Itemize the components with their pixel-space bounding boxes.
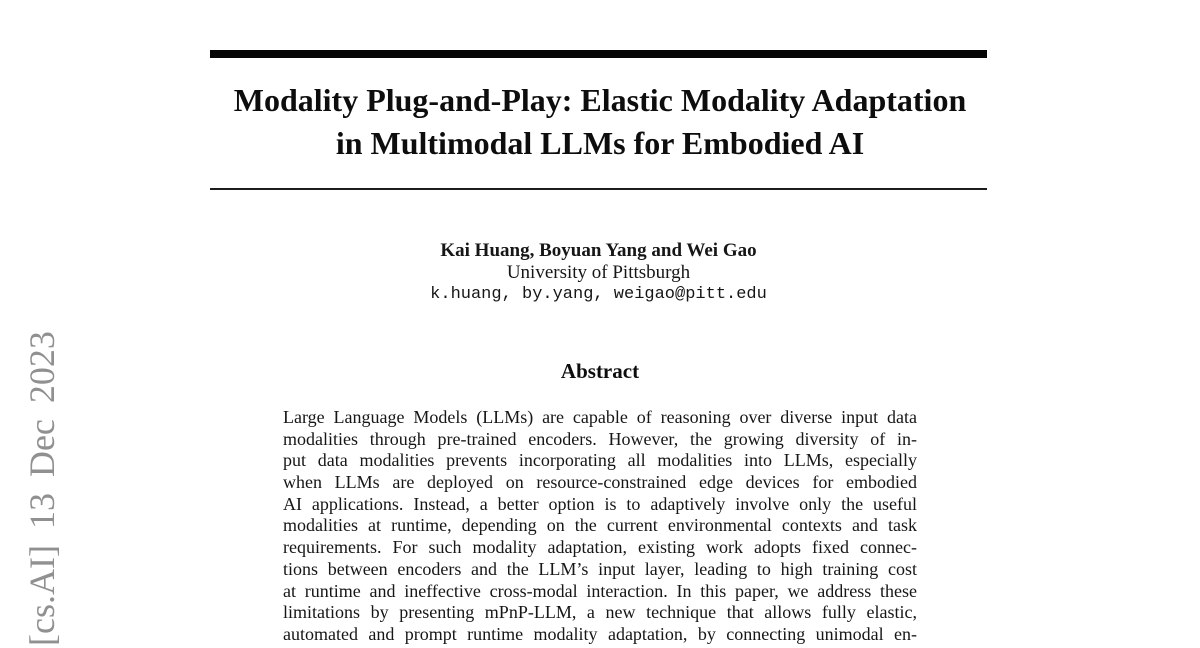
abstract-line: automated and prompt runtime modality adaptation, by connecting unimodal en- <box>283 623 917 644</box>
abstract-line: modalities at runtime, depending on the current environmental contexts and task <box>283 515 917 536</box>
abstract-heading: Abstract <box>560 359 640 383</box>
abstract-line: modalities through pre-trained encoders. However, the growing diversity of in- <box>283 428 917 449</box>
author-email: k.huang, by.yang, weigao@pitt.edu <box>430 285 767 304</box>
abstract-line: tions between encoders and the LLM’s input layer, leading to high training cost <box>283 558 917 579</box>
abstract-line: limitations by presenting mPnP-LLM, a new technique that allows fully elastic, <box>283 602 917 623</box>
paper-title <box>205 79 995 165</box>
abstract-line: Large Language Models (LLMs) are capable of reasoning over diverse input data <box>283 407 917 427</box>
paper-title-line-2: in Multimodal LLMs for Embodied AI <box>335 125 865 161</box>
abstract-line: when LLMs are deployed on resource-constrained edge devices for embodied <box>283 472 917 493</box>
author-block <box>210 240 987 306</box>
abstract-line: AI applications. Instead, a better option is to adaptively involve only the useful <box>283 493 917 514</box>
abstract-line: requirements. For such modality adaptation, existing work adopts fixed connec- <box>283 537 917 558</box>
abstract-line: at runtime and ineffective cross-modal interaction. In this paper, we address these <box>283 580 917 601</box>
author-names: Kai Huang, Boyuan Yang and Wei Gao <box>440 240 757 261</box>
arxiv-watermark: [cs.AI] 13 Dec 2023 <box>22 331 62 646</box>
abstract-body <box>283 407 917 646</box>
author-affiliation: University of Pittsburgh <box>506 262 691 283</box>
title-rule-bottom <box>210 188 987 190</box>
title-rule-top <box>210 50 987 58</box>
abstract-line: put data modalities prevents incorporating all modalities into LLMs, especially <box>283 450 917 471</box>
paper-title-line-1: Modality Plug-and-Play: Elastic Modality Adaptation <box>233 82 967 118</box>
